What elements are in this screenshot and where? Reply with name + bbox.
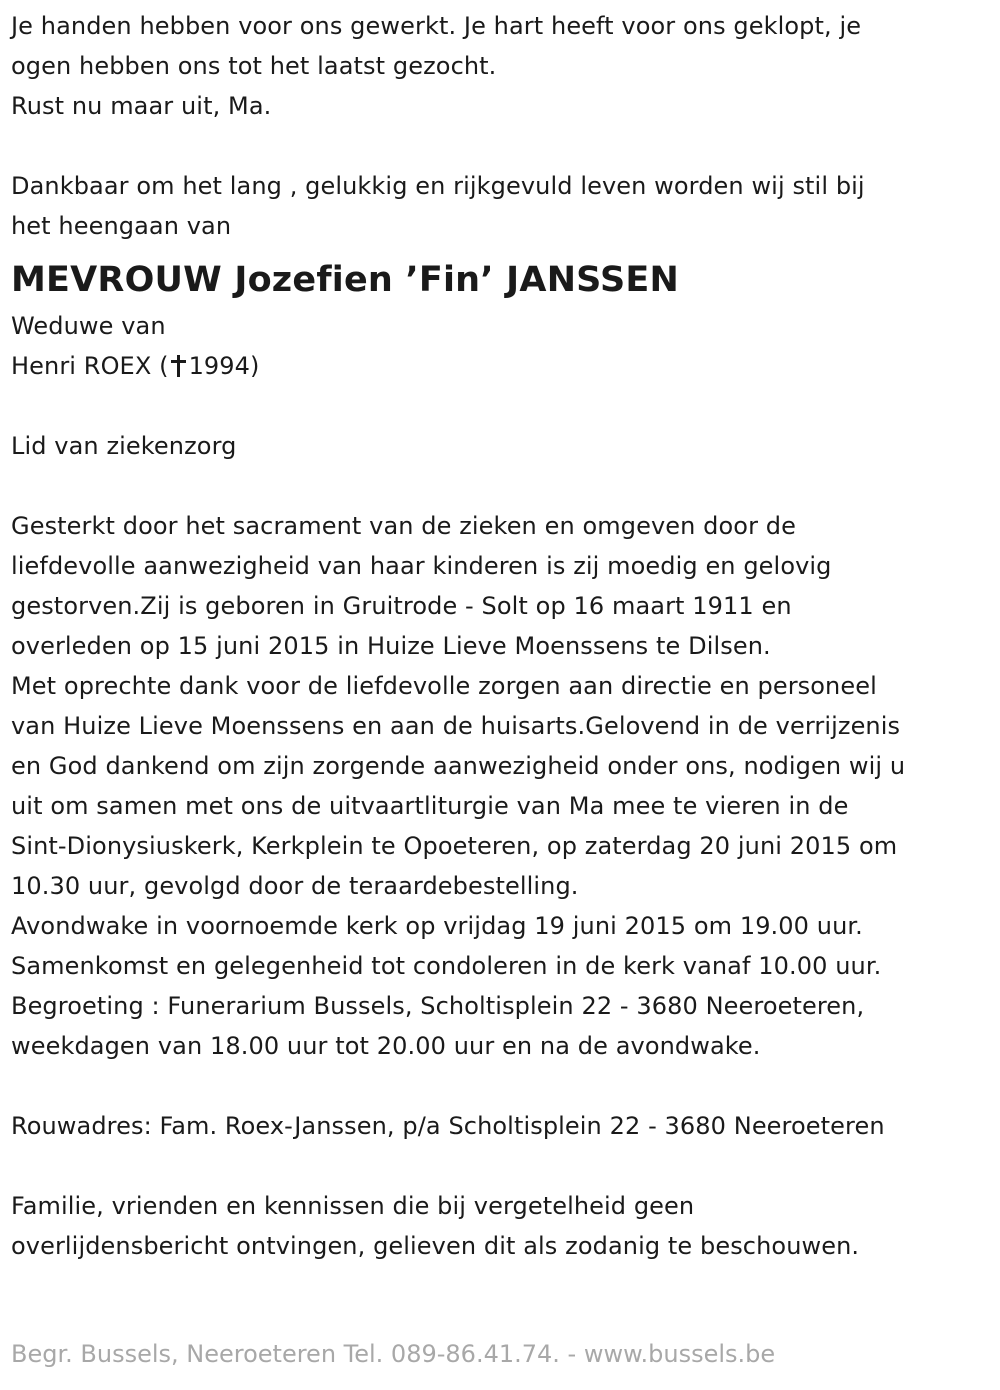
closing-line-2: overlijdensbericht ontvingen, gelieven dit als zodanig te beschouwen. [11, 1232, 860, 1260]
marital-status [11, 306, 991, 386]
body-line: en God dankend om zijn zorgende aanwezigheid onder ons, nodigen wij u [11, 752, 906, 780]
membership-text: Lid van ziekenzorg [11, 432, 237, 460]
closing-line-1: Familie, vrienden en kennissen die bij vergetelheid geen [11, 1192, 695, 1220]
announcement-line-1: Dankbaar om het lang , gelukkig en rijkgevuld leven worden wij stil bij [11, 172, 865, 200]
mourning-address [11, 1106, 991, 1146]
body-line: Met oprechte dank voor de liefdevolle zorgen aan directie en personeel [11, 672, 877, 700]
spacer [11, 1066, 991, 1106]
closing-note [11, 1186, 991, 1266]
body-line: gestorven.Zij is geboren in Gruitrode - Solt op 16 maart 1911 en [11, 592, 792, 620]
widow-label: Weduwe van [11, 312, 166, 340]
body-text [11, 506, 991, 1066]
body-line: van Huize Lieve Moenssens en aan de huisarts.Gelovend in de verrijzenis [11, 712, 901, 740]
body-line: Samenkomst en gelegenheid tot condoleren in de kerk vanaf 10.00 uur. [11, 952, 882, 980]
spouse-name: Henri ROEX ( [11, 352, 169, 380]
intro-line-3: Rust nu maar uit, Ma. [11, 92, 272, 120]
intro-line-1: Je handen hebben voor ons gewerkt. Je hart heeft voor ons geklopt, je [11, 12, 862, 40]
body-line: Begroeting : Funerarium Bussels, Scholtisplein 22 - 3680 Neeroeteren, [11, 992, 865, 1020]
mourning-address-text: Rouwadres: Fam. Roex-Janssen, p/a Scholtisplein 22 - 3680 Neeroeteren [11, 1112, 885, 1140]
body-line: 10.30 uur, gevolgd door de teraardebestelling. [11, 872, 579, 900]
intro-poem [11, 6, 991, 126]
body-line: Sint-Dionysiuskerk, Kerkplein te Opoeteren, op zaterdag 20 juni 2015 om [11, 832, 898, 860]
body-line: Gesterkt door het sacrament van de zieken en omgeven door de [11, 512, 796, 540]
obituary-notice [11, 6, 991, 1266]
spacer [11, 466, 991, 506]
body-line: weekdagen van 18.00 uur tot 20.00 uur en na de avondwake. [11, 1032, 761, 1060]
body-line: overleden op 15 juni 2015 in Huize Lieve Moenssens te Dilsen. [11, 632, 771, 660]
funeral-home-footer: Begr. Bussels, Neeroeteren Tel. 089-86.41.74. - www.bussels.be [11, 1340, 776, 1368]
announcement-line-2: het heengaan van [11, 212, 232, 240]
spacer [11, 386, 991, 426]
intro-line-2: ogen hebben ons tot het laatst gezocht. [11, 52, 497, 80]
deceased-name: MEVROUW Jozefien ’Fin’ JANSSEN [11, 260, 680, 300]
body-line: liefdevolle aanwezigheid van haar kinderen is zij moedig en gelovig [11, 552, 832, 580]
spouse-line [11, 346, 991, 386]
announcement [11, 166, 991, 246]
cross-icon [171, 355, 185, 377]
membership [11, 426, 991, 466]
spacer [11, 126, 991, 166]
body-line: Avondwake in voornoemde kerk op vrijdag 19 juni 2015 om 19.00 uur. [11, 912, 863, 940]
body-line: uit om samen met ons de uitvaartliturgie van Ma mee te vieren in de [11, 792, 849, 820]
spouse-death-year: 1994) [188, 352, 260, 380]
spacer [11, 1146, 991, 1186]
